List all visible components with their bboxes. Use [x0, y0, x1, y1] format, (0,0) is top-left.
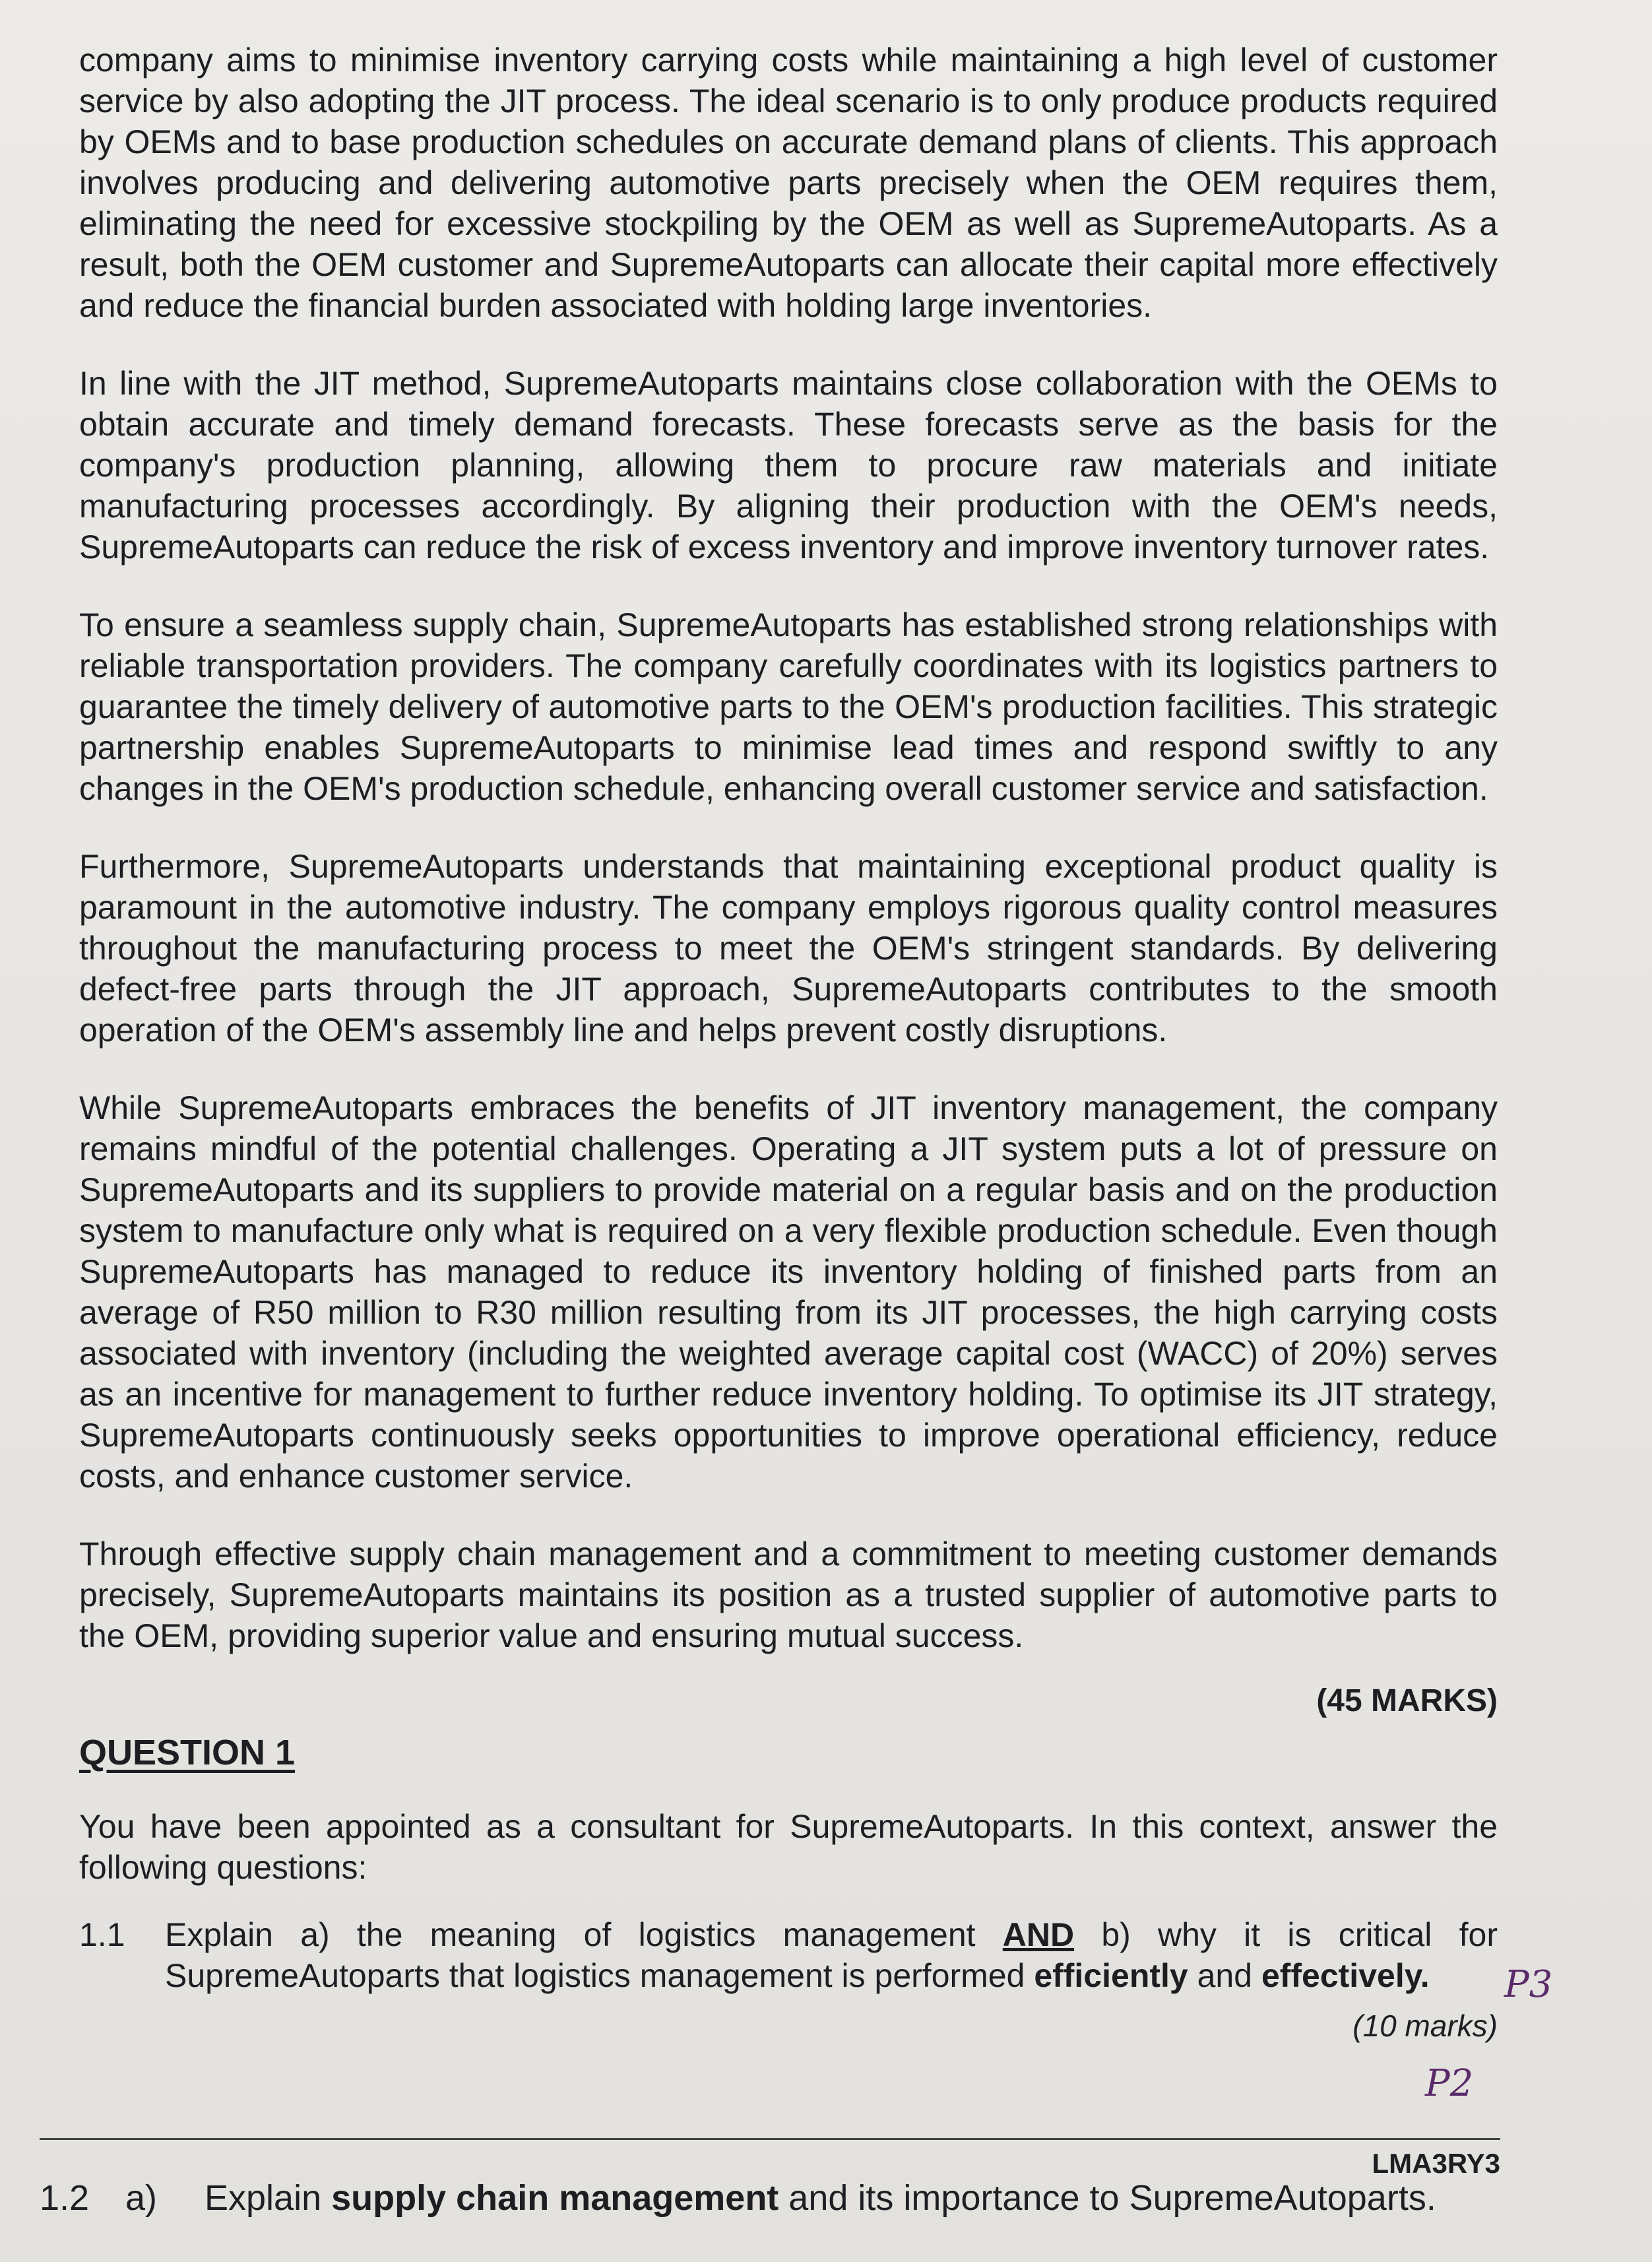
question-intro: You have been appointed as a consultant for SupremeAutoparts. In this context, answer the following questions: — [79, 1808, 1498, 1886]
question-text: Explain a) the meaning of logistics management AND b) why it is critical for SupremeAutoparts that logistics management is performed efficiently and effectively. — [165, 1916, 1498, 1994]
paragraph-5: While SupremeAutoparts embraces the benefits of JIT inventory management, the company remains mindful of the potential challenges. Operating a JIT system puts a lot of pressure on SupremeAutoparts and its suppliers to provide material on a regular basis and on the production system to manufacture only what is required on a very flexible production schedule. Even though SupremeAutoparts has managed to reduce its inventory holding of finished parts from an average of R50 million to R30 million resulting from its JIT processes, the high carrying costs associated with inventory (including the weighted average capital cost (WACC) of 20%) serves as an incentive for management to further reduce inventory holding. To optimise its JIT strategy, SupremeAutoparts continuously seeks opportunities to improve operational efficiency, reduce costs, and enhance customer service. — [79, 1089, 1498, 1495]
handwritten-annotation-p3: P3 — [1504, 1963, 1553, 2006]
question-number: 1.2 — [40, 2178, 90, 2218]
question-text: Explain supply chain management and its importance to SupremeAutoparts. — [205, 2178, 1436, 2218]
question-1-1-marks: (10 marks) — [1352, 2009, 1498, 2043]
module-code: LMA3RY3 — [1372, 2148, 1500, 2179]
paragraph-6: Through effective supply chain management and a commitment to meeting customer demands precisely, SupremeAutoparts maintains its position as a trusted supplier of automotive parts to the OEM, providing superior value and ensuring mutual success. — [79, 1535, 1498, 1654]
paragraph-4: Furthermore, SupremeAutoparts understands that maintaining exceptional product quality is paramount in the automotive industry. The company employs rigorous quality control measures throughout the manufacturing process to meet the OEM's stringent standards. By delivering defect-free parts through the JIT approach, SupremeAutoparts contributes to the smooth operation of the OEM's assembly line and helps prevent costly disruptions. — [79, 848, 1498, 1049]
emphasis-efficiently: efficiently — [1034, 1957, 1188, 1994]
paragraph-2: In line with the JIT method, SupremeAutoparts maintains close collaboration with the OEMs to obtain accurate and timely demand forecasts. These forecasts serve as the basis for the company's production planning, allowing them to procure raw materials and initiate manufacturing processes accordingly. By aligning their production with the OEM's needs, SupremeAutoparts can reduce the risk of excess inventory and improve inventory turnover rates. — [79, 365, 1498, 566]
case-study-body — [79, 40, 1498, 2044]
paragraph-1: company aims to minimise inventory carrying costs while maintaining a high level of customer service by also adopting the JIT process. The ideal scenario is to only produce products required by OEMs and to base production schedules on accurate demand plans of clients. This approach involves producing and delivering automotive parts precisely when the OEM requires them, eliminating the need for excessive stockpiling by the OEM as well as SupremeAutoparts. As a result, both the OEM customer and SupremeAutoparts can allocate their capital more effectively and reduce the financial burden associated with holding large inventories. — [79, 42, 1498, 324]
paragraph-3: To ensure a seamless supply chain, SupremeAutoparts has established strong relationships with reliable transportation providers. The company carefully coordinates with its logistics partners to guarantee the timely delivery of automotive parts to the OEM's production facilities. This strategic partnership enables SupremeAutoparts to minimise lead times and respond swiftly to any changes in the OEM's production schedule, enhancing overall customer service and satisfaction. — [79, 606, 1498, 807]
total-marks: (45 MARKS) — [1316, 1683, 1498, 1718]
emphasis-and: AND — [1002, 1916, 1075, 1953]
emphasis-effectively: effectively. — [1261, 1957, 1430, 1994]
question-1-2 — [40, 2178, 1436, 2218]
question-heading: QUESTION 1 — [79, 1733, 296, 1772]
question-subpart: a) — [125, 2178, 158, 2218]
question-number: 1.1 — [79, 1916, 125, 1953]
footer-divider — [40, 2138, 1500, 2140]
question-1-1 — [79, 1914, 1498, 1996]
handwritten-annotation-p2: P2 — [1425, 2062, 1474, 2105]
